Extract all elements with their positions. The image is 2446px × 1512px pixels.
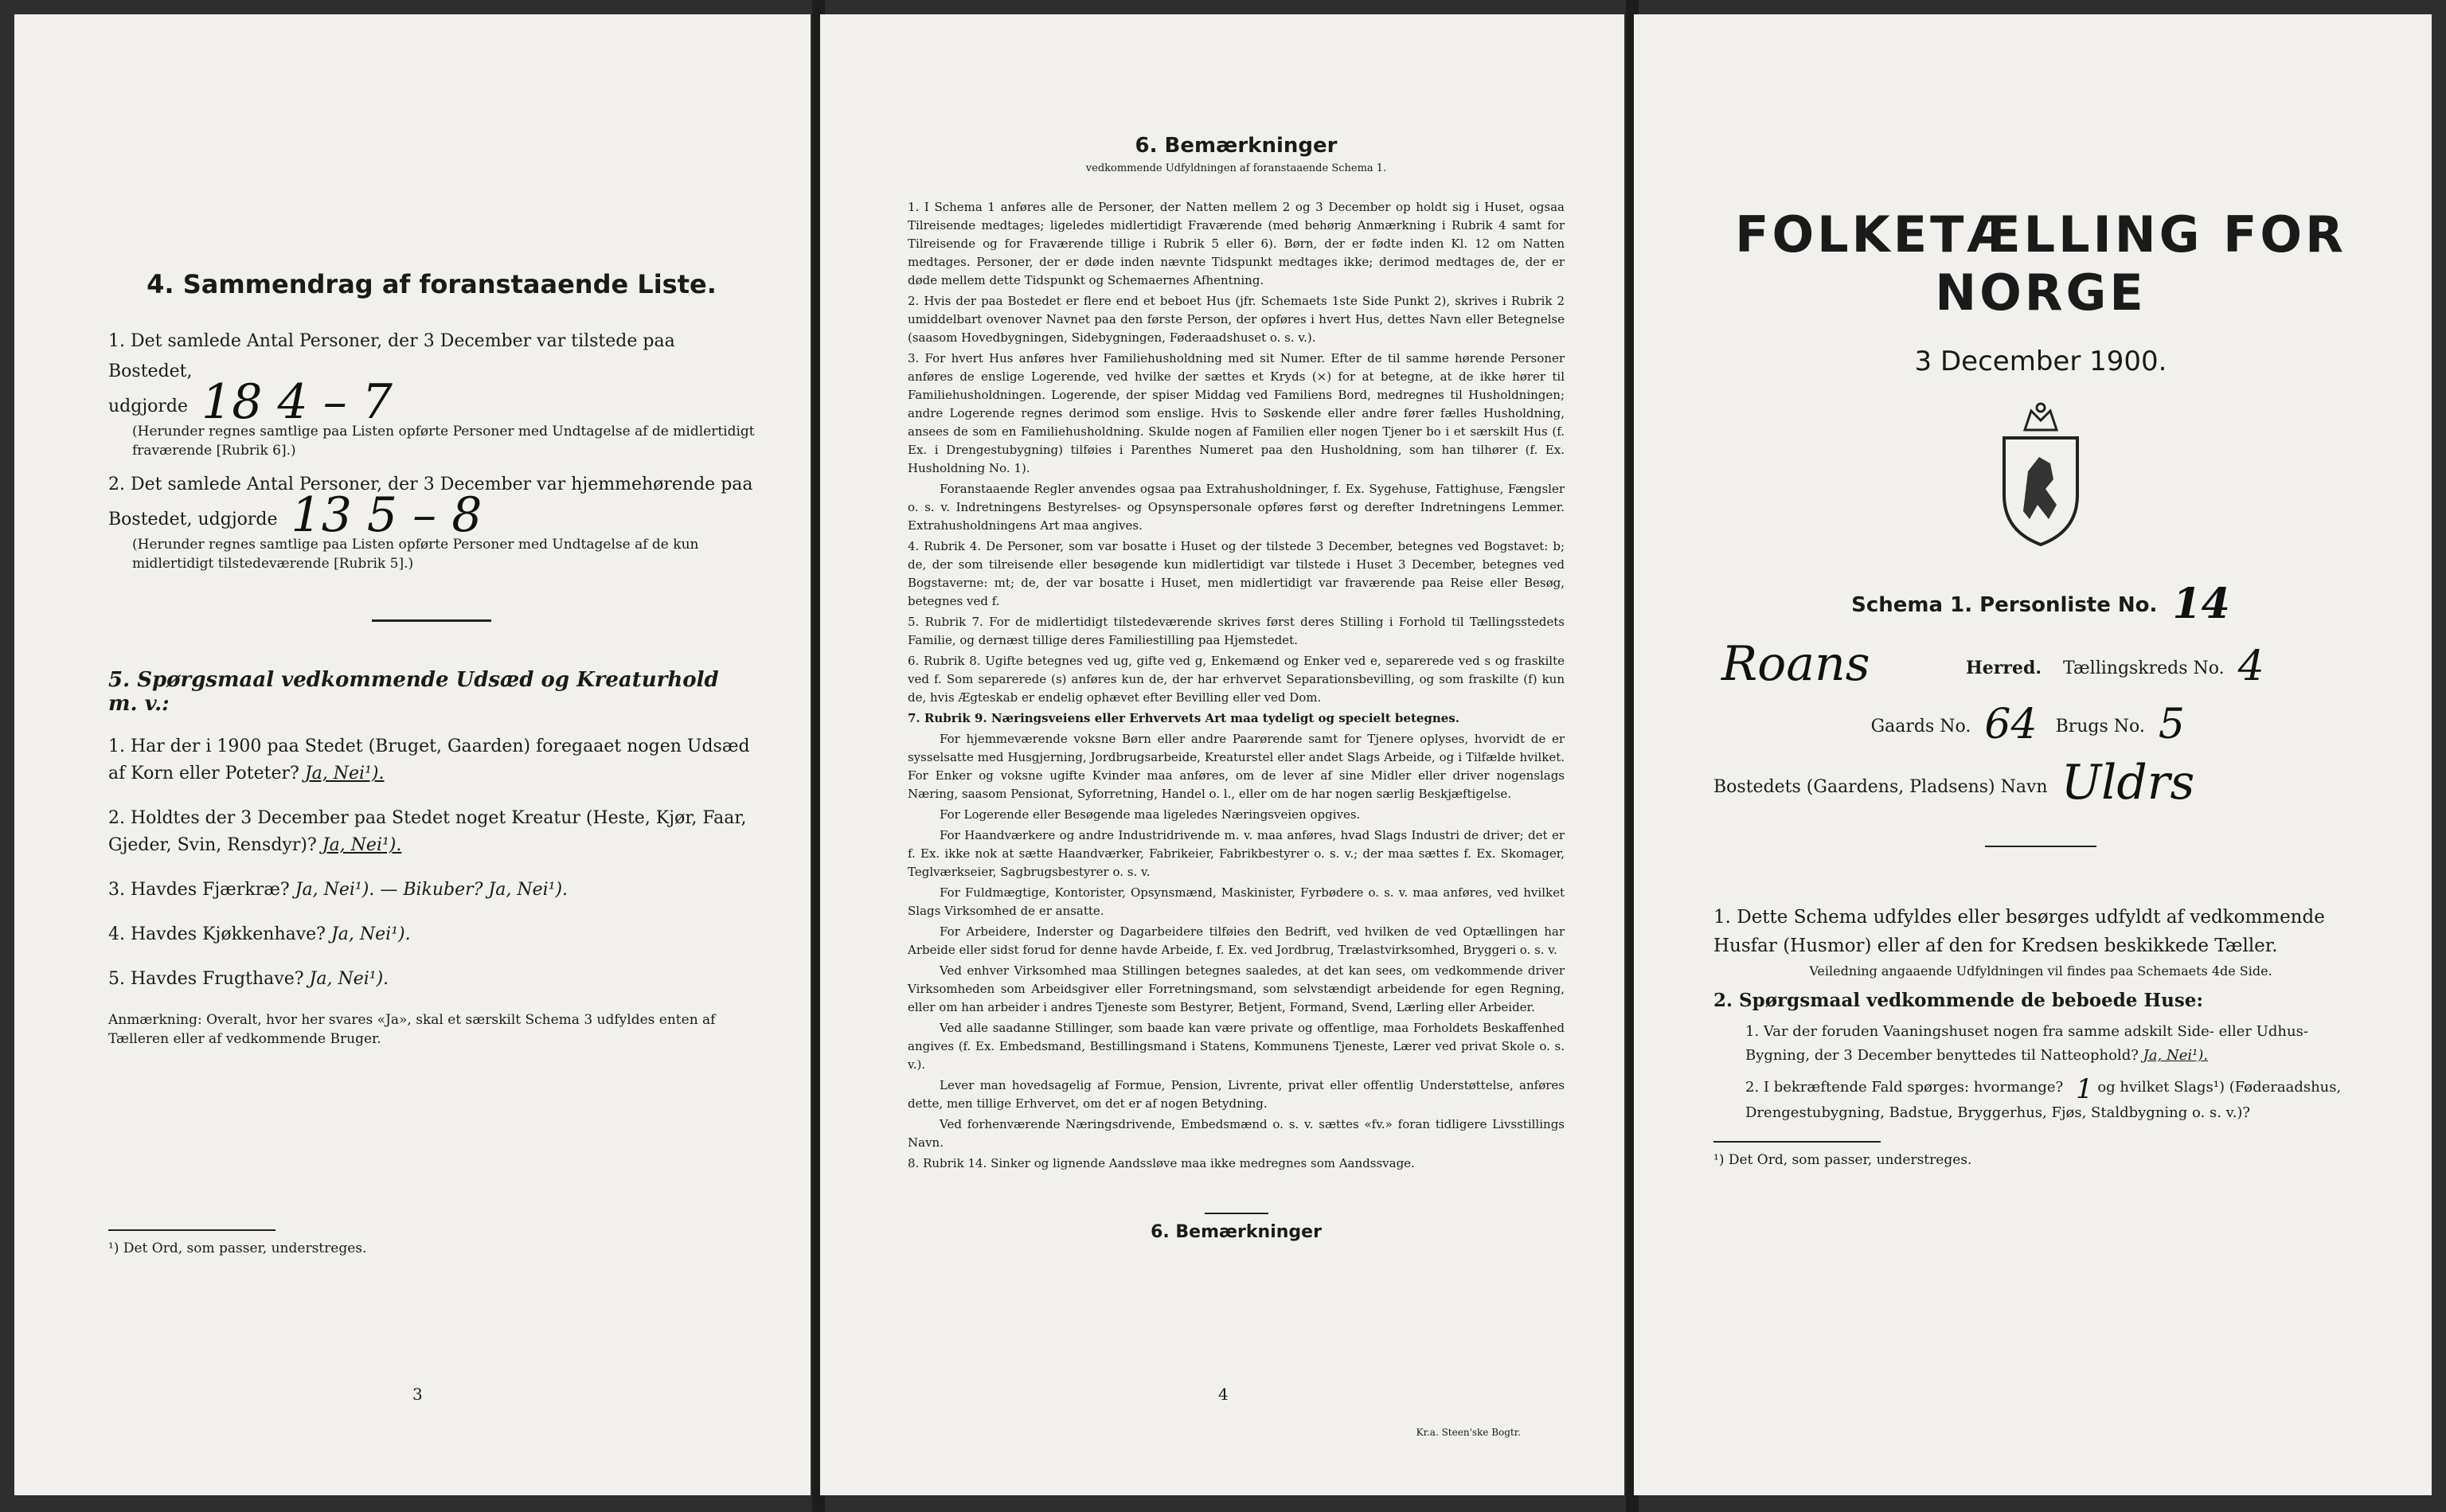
instruction-2-question-2-text-a: 2. I bekræftende Fald spørges: hvormange? — [1745, 1079, 2064, 1096]
census-title: FOLKETÆLLING FOR NORGE — [1735, 205, 2346, 322]
cover-divider — [1985, 846, 2096, 847]
bosted-line — [1713, 755, 2368, 815]
remark-item: 1. I Schema 1 anføres alle de Personer, der Natten mellem 2 og 3 December op holdt sig i Huset, ogsaa Tilreisende medtages; ligeledes midlertidigt Fraværende (med behørig Anmærkning i Rubrik 4 samt for Tilreisende og for Fraværende tillige i Rubrik 5 eller 6). Børn, der er fødte inden Kl. 12 om Natten medtages. Personer, der er døde inden nævnte Tidspunkt medtages ikke; derimod medtages de, der er døde mellem dette Tidspunkt og Schemaernes Afhentning. — [908, 200, 1565, 287]
remark-item: 8. Rubrik 14. Sinker og lignende Aandssløve maa ikke medregnes som Aandssvage. — [908, 1156, 1415, 1170]
page-3 — [14, 14, 811, 1495]
question-1-text: 1. Det samlede Antal Personer, der 3 December var tilstede paa Bostedet, — [108, 331, 675, 381]
remark-item: 4. Rubrik 4. De Personer, som var bosatte i Huset og der tilstede 3 December, betegnes ved Bogstavet: b; de, der som tilreisende eller besøgende kun midlertidigt var tilstede i Huset 3 December, betegnes ved Bogstaverne: mt; de, der var bosatte i Huset, men midlertidigt var fraværende paa Reise eller Besøg, betegnes ved f. — [908, 539, 1565, 608]
question-2-prefix: Bostedet, udgjorde — [108, 510, 278, 529]
norway-coat-of-arms-icon — [1993, 400, 2088, 551]
s5-question-4-answer: Ja, Nei¹). — [330, 924, 411, 944]
instruction-2-question-2 — [1745, 1073, 2368, 1125]
gaards-handwritten-number: 64 — [1984, 701, 2038, 748]
s5-question-4 — [108, 921, 755, 948]
herred-handwritten-name: Roans — [1721, 636, 1870, 692]
remark-item: Ved alle saadanne Stillinger, som baade kan være private og offentlige, maa Forholdets Beskaffenhed angives (f. Ex. Embedsmand, Bestillingsmand i Statens, Kommunens Tjeneste, Lærer ved privat Skole o. s. v.). — [908, 1021, 1565, 1072]
page-number: 4 — [1218, 1385, 1229, 1404]
cover-page — [1634, 14, 2432, 1495]
instruction-2-question-1-text: 1. Var der foruden Vaaningshuset nogen fra samme adskilt Side- eller Udhus-Bygning, der 3 December benyttedes til Natteophold? — [1745, 1023, 2308, 1064]
remarks-end-rule — [1205, 1213, 1268, 1214]
gaards-label: Gaards No. — [1870, 717, 1971, 736]
krets-label: Tællingskreds No. — [2063, 658, 2225, 678]
remark-item: Ved enhver Virksomhed maa Stillingen betegnes saaledes, at det kan sees, om vedkommende driver Virksomheden som Arbeidsgiver eller Forretningsmand, som selvstændigt arbeidende for egen Regning, eller om han arbeider i andres Tjeneste som Bestyrer, Betjent, Formand, Svend, Lærling eller Arbeider. — [908, 963, 1565, 1014]
brugs-handwritten-number: 5 — [2158, 701, 2185, 748]
section-5-title: 5. Spørgsmaal vedkommende Udsæd og Kreaturhold m. v.: — [108, 668, 719, 716]
remark-item: Ved forhenværende Næringsdrivende, Embedsmænd o. s. v. sættes «fv.» foran tidligere Livsstillings Navn. — [908, 1117, 1565, 1150]
krets-handwritten-number: 4 — [2237, 643, 2264, 690]
remark-item: 2. Hvis der paa Bostedet er flere end et beboet Hus (jfr. Schemaets 1ste Side Punkt 2), skrives i Rubrik 2 umiddelbart ovenover Navnet paa den første Person, der opføres i hvert Hus, dettes Navn eller Betegnelse (saasom Hovedbygningen, Sidebygningen, Føderaadshuset o. s. v.). — [908, 294, 1565, 345]
s5-question-3-text: 3. Havdes Fjærkræ? — [108, 880, 290, 900]
remark-item: 6. Rubrik 8. Ugifte betegnes ved ug, gifte ved g, Enkemænd og Enker ved e, separerede ved s og fraskilte ved f. Som separerede (s) anføres kun de, der har erhvervet Separationsbevilling, og som fraskilte (f) kun de, hvis Ægteskab er endelig ophævet efter Bevilling eller ved Dom. — [908, 654, 1565, 705]
bosted-handwritten-name: Uldrs — [2061, 755, 2195, 811]
footnote-block — [1713, 1141, 2368, 1168]
census-date: 3 December 1900. — [1914, 346, 2167, 377]
remark-item: 5. Rubrik 7. For de midlertidigt tilstedeværende skrives først deres Stilling i Forhold til Tællingsstedets Familie, og dernæst tillige deres Familiestilling paa Hjemstedet. — [908, 615, 1565, 647]
instruction-2-question-1 — [1745, 1020, 2368, 1068]
remarks-end-title: 6. Bemærkninger — [1151, 1222, 1322, 1242]
remark-item: For Fuldmægtige, Kontorister, Opsynsmænd, Maskinister, Fyrbødere o. s. v. maa anføres, ved hvilket Slags Virksomhed de er ansatte. — [908, 885, 1565, 918]
instruction-1-note: Veiledning angaaende Udfyldningen vil findes paa Schemaets 4de Side. — [1809, 963, 2272, 979]
instruction-2: 2. Spørgsmaal vedkommende de beboede Huse: — [1713, 990, 2203, 1011]
s5-question-5-text: 5. Havdes Frugthave? — [108, 969, 304, 989]
gaards-line — [1713, 697, 2368, 755]
herred-line — [1713, 636, 2368, 697]
schema-label: Schema 1. Personliste No. — [1851, 593, 2158, 617]
herred-label: Herred. — [1966, 658, 2042, 678]
question-1-note: (Herunder regnes samtlige paa Listen opførte Personer med Undtagelse af de midlertidigt fraværende [Rubrik 6].) — [132, 424, 755, 459]
s5-question-1-text: 1. Har der i 1900 paa Stedet (Bruget, Gaarden) foregaaet nogen Udsæd af Korn eller Poteter? — [108, 736, 750, 783]
s5-question-3-answer: Ja, Nei¹). — Bikuber? Ja, Nei¹). — [295, 880, 569, 900]
question-2-text: 2. Det samlede Antal Personer, der 3 December var hjemmehørende paa — [108, 475, 753, 494]
s5-question-2-text: 2. Holdtes der 3 December paa Stedet noget Kreatur (Heste, Kjør, Faar, Gjeder, Svin, Rensdyr)? — [108, 808, 747, 855]
s5-question-2 — [108, 805, 755, 859]
question-2-handwritten-count: 13 5 – 8 — [291, 487, 483, 543]
s5-question-1 — [108, 733, 755, 787]
remark-item: Lever man hovedsagelig af Formue, Pension, Livrente, privat eller offentlig Understøttelse, anføres dette, men tillige Erhvervet, om det er af nogen Betydning. — [908, 1078, 1565, 1111]
footnote-rule — [1713, 1141, 1881, 1143]
question-2-answer-line — [108, 487, 755, 543]
instruction-1: 1. Dette Schema udfyldes eller besørges udfyldt af vedkommende Husfar (Husmor) eller af den for Kredsen beskikkede Tæller. — [1713, 907, 2325, 956]
s5-question-2-answer: Ja, Nei¹). — [322, 835, 402, 855]
footnote-rule — [108, 1229, 275, 1231]
page-number: 3 — [412, 1385, 423, 1404]
bosted-label: Bostedets (Gaardens, Pladsens) Navn — [1713, 777, 2048, 797]
remarks-subtitle: vedkommende Udfyldningen af foranstaaende Schema 1. — [1085, 162, 1387, 174]
instruction-2-question-2-text-b: og hvilket Slags¹) (Føderaadshus, Drengestubygning, Badstue, Bryggerhus, Fjøs, Staldbygning o. s. v.)? — [1745, 1079, 2342, 1121]
footnote-block — [108, 1229, 366, 1256]
footnote: ¹) Det Ord, som passer, understreges. — [108, 1240, 367, 1256]
schema-line — [1713, 580, 2368, 628]
annotation-note: Anmærkning: Overalt, hvor her svares «Ja», skal et særskilt Schema 3 udfyldes enten af Tælleren eller af vedkommende Bruger. — [108, 1012, 716, 1047]
remark-item: For Logerende eller Besøgende maa ligeledes Næringsveien opgives. — [940, 807, 1361, 822]
remark-item: 3. For hvert Hus anføres hver Familiehusholdning med sit Numer. Efter de til samme hørende Personer anføres de enslige Logerende, ved hvilke der sættes et Kryds (×) for at betegne, at de ikke hører til Familiehusholdningen. Logerende, der spiser Middag ved Familiens Bord, medregnes til Husholdningen; andre Logerende regnes derimod som enslige. Hvis to Søskende eller andre fører fælles Husholdning, ansees de som en Familiehusholdning. Skulde nogen af Familien eller nogen Tjener bo i et særskilt Hus (f. Ex. i Drengestubygning) tilføies i Parenthes Numeret paa den Husholdning, som han tilhører (f. Ex. Husholdning No. 1). — [908, 351, 1565, 475]
schema-handwritten-number: 14 — [2172, 580, 2230, 628]
s5-question-3 — [108, 877, 755, 904]
printer-imprint: Kr.a. Steen'ske Bogtr. — [1416, 1427, 1521, 1438]
question-1-answer-line — [108, 374, 755, 430]
s5-question-1-answer: Ja, Nei¹). — [304, 764, 385, 783]
question-1-handwritten-count: 18 4 – 7 — [201, 374, 393, 430]
remark-item: 7. Rubrik 9. Næringsveiens eller Erhvervets Art maa tydeligt og specielt betegnes. — [908, 711, 1460, 725]
question-1-prefix: udgjorde — [108, 397, 189, 416]
s5-question-4-text: 4. Havdes Kjøkkenhave? — [108, 924, 326, 944]
page-4 — [820, 14, 1624, 1495]
remark-item: For hjemmeværende voksne Børn eller andre Paarørende samt for Tjenere oplyses, hvorvidt de er sysselsatte med Husgjerning, Jordbrugsarbeide, Kreaturstel eller andet Slags Arbeide, og i Tilfælde hvilket. For Enker og voksne ugifte Kvinder maa anføres, om de lever af sine Midler eller driver nogenslags Næring, saasom Pensionat, Syforretning, Handel o. l., eller om de har nogen særlig Beskjæftigelse. — [908, 732, 1565, 801]
instruction-2-question-2-handwritten-count: 1 — [2075, 1073, 2093, 1105]
remarks-title: 6. Bemærkninger — [1135, 134, 1338, 158]
brugs-label: Brugs No. — [2055, 717, 2145, 736]
s5-question-5-answer: Ja, Nei¹). — [309, 969, 389, 989]
remark-item: Foranstaaende Regler anvendes ogsaa paa Extrahusholdninger, f. Ex. Sygehuse, Fattighuse, Fængsler o. s. v. Indretningens Bestyrelses- og Opsynspersonale opføres først og derefter Indretningens Lemmer. Extrahusholdningens Art maa angives. — [908, 482, 1565, 533]
s5-question-5 — [108, 966, 755, 993]
section-4-title: 4. Sammendrag af foranstaaende Liste. — [147, 269, 717, 299]
remark-item: For Haandværkere og andre Industridrivende m. v. maa anføres, hvad Slags Industri de driver; det er f. Ex. ikke nok at sætte Haandværker, Fabrikeier, Fabrikbestyrer o. s. v.; der maa sættes f. Ex. Skomager, Teglværkseier, Sagbrugsbestyrer o. s. v. — [908, 828, 1565, 879]
remark-item: For Arbeidere, Inderster og Dagarbeidere tilføies den Bedrift, ved hvilken de ved Optællingen har Arbeide eller sidst forud for denne havde Arbeide, f. Ex. ved Jordbrug, Trælastvirksomhed, Bryggeri o. s. v. — [908, 924, 1565, 957]
question-2-note: (Herunder regnes samtlige paa Listen opførte Personer med Undtagelse af de kun midlertidigt tilstedeværende [Rubrik 5].) — [132, 537, 699, 572]
footnote: ¹) Det Ord, som passer, understreges. — [1713, 1152, 1972, 1168]
section-divider — [372, 619, 491, 622]
instruction-2-question-1-answer: Ja, Nei¹). — [2143, 1047, 2209, 1064]
